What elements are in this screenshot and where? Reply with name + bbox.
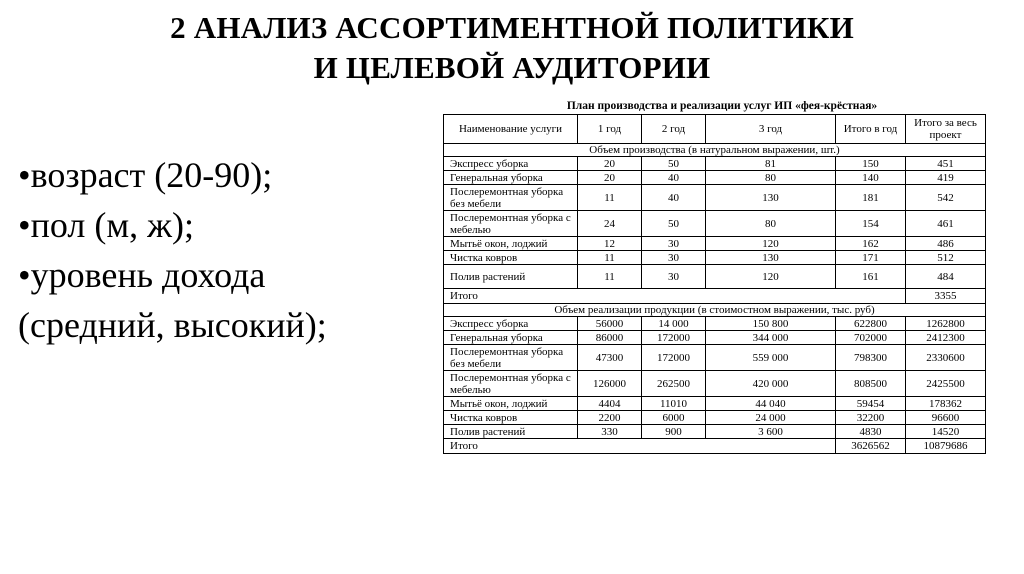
cell-y3: 420 000: [706, 371, 836, 397]
cell-total-project: 14520: [906, 425, 986, 439]
cell-y1: 11: [578, 265, 642, 289]
cell-y1: 126000: [578, 371, 642, 397]
table-row: [444, 345, 986, 371]
cell-y2: 30: [642, 265, 706, 289]
cell-total-project: 419: [906, 171, 986, 185]
cell-name: Послеремонтная уборка с мебелью: [444, 371, 578, 397]
header-year-3: 3 год: [706, 115, 836, 144]
cell-y1: 20: [578, 171, 642, 185]
cell-y3: 120: [706, 265, 836, 289]
cell-total-year: 171: [836, 251, 906, 265]
cell-total-project: 10879686: [906, 439, 986, 454]
cell-y2: 900: [642, 425, 706, 439]
cell-y1: 56000: [578, 317, 642, 331]
cell-total-year: 808500: [836, 371, 906, 397]
cell-y1: 4404: [578, 397, 642, 411]
cell-y1: 11: [578, 251, 642, 265]
cell-total-project: 2412300: [906, 331, 986, 345]
header-year-1: 1 год: [578, 115, 642, 144]
table-row: [444, 425, 986, 439]
cell-total-year: 32200: [836, 411, 906, 425]
cell-y1: 2200: [578, 411, 642, 425]
section-title: Объем производства (в натуральном выражении, шт.): [444, 144, 986, 157]
header-name: Наименование услуги: [444, 115, 578, 144]
cell-y2: 50: [642, 157, 706, 171]
cell-total-project: 3355: [906, 289, 986, 304]
cell-name: Генеральная уборка: [444, 331, 578, 345]
cell-name: Экспресс уборка: [444, 317, 578, 331]
total-row: [444, 439, 986, 454]
cell-total-year: 798300: [836, 345, 906, 371]
cell-y3: 80: [706, 211, 836, 237]
cell-total-project: 512: [906, 251, 986, 265]
cell-total-year: 161: [836, 265, 906, 289]
cell-total-project: 451: [906, 157, 986, 171]
table-row: [444, 331, 986, 345]
table-row: [444, 371, 986, 397]
cell-name: Экспресс уборка: [444, 157, 578, 171]
cell-total-project: 484: [906, 265, 986, 289]
cell-y3: 559 000: [706, 345, 836, 371]
cell-y2: 172000: [642, 345, 706, 371]
cell-y3: 80: [706, 171, 836, 185]
table-caption: План производства и реализации услуг ИП «фея-крёстная»: [566, 100, 878, 112]
cell-y3: 344 000: [706, 331, 836, 345]
cell-name: Полив растений: [444, 265, 578, 289]
cell-y1: 12: [578, 237, 642, 251]
cell-y2: 11010: [642, 397, 706, 411]
cell-total-year: 622800: [836, 317, 906, 331]
cell-y3: 120: [706, 237, 836, 251]
cell-name: Генеральная уборка: [444, 171, 578, 185]
cell-y1: 20: [578, 157, 642, 171]
section-row: [444, 144, 986, 157]
cell-total-project: 461: [906, 211, 986, 237]
bullet-list: [18, 150, 428, 350]
bullet-age: •возраст (20-90);: [18, 155, 273, 195]
table-row: [444, 411, 986, 425]
cell-y2: 6000: [642, 411, 706, 425]
section-title: Объем реализации продукции (в стоимостном выражении, тыс. руб): [444, 304, 986, 317]
table-row: [444, 171, 986, 185]
cell-total-year: 702000: [836, 331, 906, 345]
cell-name: Послеремонтная уборка без мебели: [444, 345, 578, 371]
cell-y3: 130: [706, 185, 836, 211]
cell-total-year: 162: [836, 237, 906, 251]
cell-name: Чистка ковров: [444, 411, 578, 425]
slide-title: [0, 8, 1024, 88]
cell-y2: 172000: [642, 331, 706, 345]
cell-name: Чистка ковров: [444, 251, 578, 265]
cell-total-project: 486: [906, 237, 986, 251]
table-row: [444, 211, 986, 237]
cell-y3: 130: [706, 251, 836, 265]
plan-table-block: [443, 98, 985, 454]
bullet-income-continued: (средний, высокий);: [18, 305, 327, 345]
header-total-project: Итого за весь проект: [906, 115, 986, 144]
cell-total-year: 140: [836, 171, 906, 185]
cell-name: Послеремонтная уборка без мебели: [444, 185, 578, 211]
title-line-2: И ЦЕЛЕВОЙ АУДИТОРИИ: [313, 50, 711, 85]
cell-total-year: 154: [836, 211, 906, 237]
cell-y1: 47300: [578, 345, 642, 371]
cell-y1: 11: [578, 185, 642, 211]
cell-name: Мытьё окон, лоджий: [444, 397, 578, 411]
cell-y2: 30: [642, 237, 706, 251]
cell-y2: 40: [642, 185, 706, 211]
table-row: [444, 251, 986, 265]
plan-table: [443, 114, 986, 454]
cell-total-project: 2425500: [906, 371, 986, 397]
table-row: [444, 397, 986, 411]
cell-y1: 24: [578, 211, 642, 237]
cell-total-project: 1262800: [906, 317, 986, 331]
cell-y2: 30: [642, 251, 706, 265]
cell-y3: 24 000: [706, 411, 836, 425]
cell-name: Послеремонтная уборка с мебелью: [444, 211, 578, 237]
header-year-2: 2 год: [642, 115, 706, 144]
table-row: [444, 317, 986, 331]
cell-total-label: Итого: [444, 289, 906, 304]
cell-total-label: Итого: [444, 439, 836, 454]
header-total-year: Итого в год: [836, 115, 906, 144]
bullet-gender: •пол (м, ж);: [18, 205, 194, 245]
table-header-row: [444, 115, 986, 144]
total-row: [444, 289, 986, 304]
cell-name: Мытьё окон, лоджий: [444, 237, 578, 251]
cell-total-project: 2330600: [906, 345, 986, 371]
cell-y3: 44 040: [706, 397, 836, 411]
cell-total-project: 96600: [906, 411, 986, 425]
cell-total-year: 4830: [836, 425, 906, 439]
cell-y1: 330: [578, 425, 642, 439]
cell-y2: 40: [642, 171, 706, 185]
cell-total-year: 181: [836, 185, 906, 211]
cell-total-year: 3626562: [836, 439, 906, 454]
title-line-1: 2 АНАЛИЗ АССОРТИМЕНТНОЙ ПОЛИТИКИ: [170, 10, 854, 45]
cell-total-year: 59454: [836, 397, 906, 411]
cell-total-project: 178362: [906, 397, 986, 411]
cell-y2: 50: [642, 211, 706, 237]
table-row: [444, 185, 986, 211]
cell-y3: 3 600: [706, 425, 836, 439]
cell-y2: 262500: [642, 371, 706, 397]
cell-total-year: 150: [836, 157, 906, 171]
cell-name: Полив растений: [444, 425, 578, 439]
cell-total-project: 542: [906, 185, 986, 211]
cell-y2: 14 000: [642, 317, 706, 331]
table-row: [444, 237, 986, 251]
cell-y3: 81: [706, 157, 836, 171]
table-row: [444, 265, 986, 289]
cell-y3: 150 800: [706, 317, 836, 331]
table-row: [444, 157, 986, 171]
section-row: [444, 304, 986, 317]
bullet-income: •уровень дохода: [18, 255, 266, 295]
cell-y1: 86000: [578, 331, 642, 345]
